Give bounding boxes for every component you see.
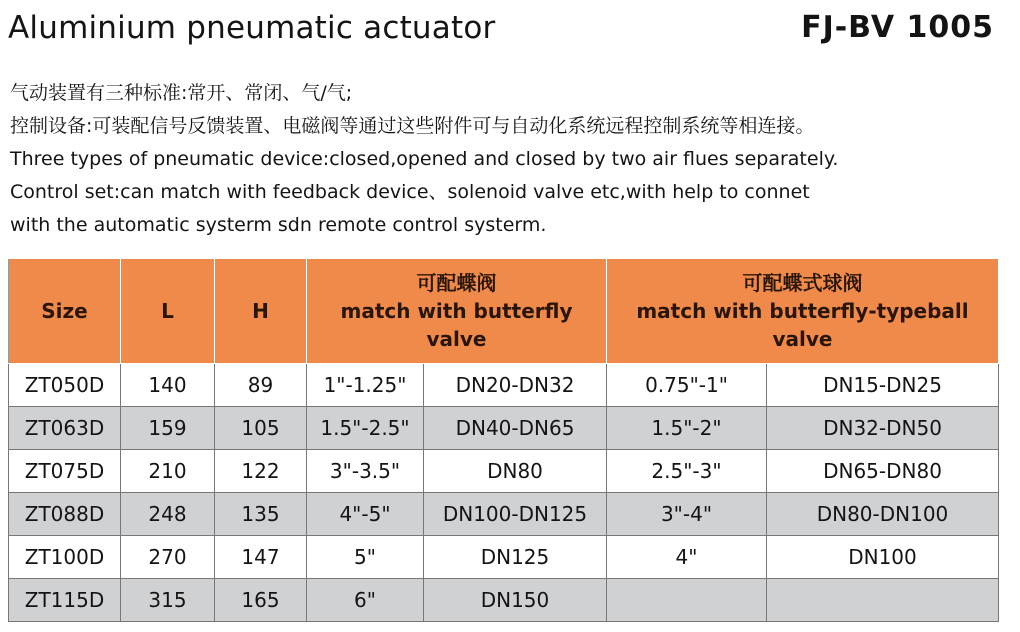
header-l: L bbox=[121, 259, 215, 364]
cell-ball-inch: 3"-4" bbox=[607, 493, 767, 536]
cell-butterfly-inch: 1.5"-2.5" bbox=[307, 407, 424, 450]
description-line: 气动装置有三种标准:常开、常闭、气/气; bbox=[10, 82, 353, 104]
cell-ball-dn: DN80-DN100 bbox=[767, 493, 999, 536]
cell-butterfly-dn: DN20-DN32 bbox=[424, 364, 607, 407]
description-line: Three types of pneumatic device:closed,opened and closed by two air flues separately. bbox=[10, 148, 839, 170]
cell-ball-dn: DN65-DN80 bbox=[767, 450, 999, 493]
cell-h: 165 bbox=[215, 579, 307, 622]
header-ball-en: match with butterfly-typeball valve bbox=[636, 299, 969, 351]
cell-butterfly-dn: DN100-DN125 bbox=[424, 493, 607, 536]
cell-ball-inch bbox=[607, 579, 767, 622]
table-header-row bbox=[9, 259, 999, 364]
cell-ball-dn bbox=[767, 579, 999, 622]
table-row bbox=[9, 364, 999, 407]
cell-ball-inch: 0.75"-1" bbox=[607, 364, 767, 407]
header-butterfly-ball bbox=[607, 259, 999, 364]
header-butterfly-en: match with butterfly valve bbox=[340, 299, 573, 351]
description-line: Control set:can match with feedback device、solenoid valve etc,with help to connet bbox=[10, 181, 810, 203]
cell-h: 147 bbox=[215, 536, 307, 579]
cell-ball-inch: 4" bbox=[607, 536, 767, 579]
page-title: Aluminium pneumatic actuator bbox=[8, 10, 496, 46]
cell-h: 135 bbox=[215, 493, 307, 536]
cell-h: 89 bbox=[215, 364, 307, 407]
cell-size: ZT075D bbox=[9, 450, 121, 493]
cell-size: ZT115D bbox=[9, 579, 121, 622]
cell-l: 270 bbox=[121, 536, 215, 579]
cell-butterfly-dn: DN125 bbox=[424, 536, 607, 579]
cell-butterfly-inch: 4"-5" bbox=[307, 493, 424, 536]
cell-l: 159 bbox=[121, 407, 215, 450]
cell-ball-dn: DN15-DN25 bbox=[767, 364, 999, 407]
table-row bbox=[9, 579, 999, 622]
cell-butterfly-inch: 5" bbox=[307, 536, 424, 579]
cell-butterfly-inch: 1"-1.25" bbox=[307, 364, 424, 407]
cell-size: ZT063D bbox=[9, 407, 121, 450]
table-row bbox=[9, 493, 999, 536]
cell-size: ZT050D bbox=[9, 364, 121, 407]
cell-ball-inch: 1.5"-2" bbox=[607, 407, 767, 450]
cell-l: 140 bbox=[121, 364, 215, 407]
spec-table bbox=[8, 258, 999, 622]
description-line: with the automatic systerm sdn remote control systerm. bbox=[10, 214, 547, 236]
cell-l: 210 bbox=[121, 450, 215, 493]
cell-butterfly-inch: 6" bbox=[307, 579, 424, 622]
header-ball-cn: 可配蝶式球阀 bbox=[742, 271, 863, 295]
cell-h: 105 bbox=[215, 407, 307, 450]
model-number: FJ-BV 1005 bbox=[801, 10, 994, 45]
cell-ball-inch: 2.5"-3" bbox=[607, 450, 767, 493]
table-row bbox=[9, 407, 999, 450]
cell-ball-dn: DN100 bbox=[767, 536, 999, 579]
header-h: H bbox=[215, 259, 307, 364]
cell-l: 315 bbox=[121, 579, 215, 622]
cell-butterfly-dn: DN150 bbox=[424, 579, 607, 622]
header-butterfly bbox=[307, 259, 607, 364]
cell-size: ZT100D bbox=[9, 536, 121, 579]
cell-l: 248 bbox=[121, 493, 215, 536]
table-row bbox=[9, 450, 999, 493]
cell-ball-dn: DN32-DN50 bbox=[767, 407, 999, 450]
header-butterfly-cn: 可配蝶阀 bbox=[416, 271, 497, 295]
description-line: 控制设备:可装配信号反馈装置、电磁阀等通过这些附件可与自动化系统远程控制系统等相连接。 bbox=[10, 115, 815, 137]
header-size: Size bbox=[9, 259, 121, 364]
cell-butterfly-dn: DN80 bbox=[424, 450, 607, 493]
cell-h: 122 bbox=[215, 450, 307, 493]
description bbox=[10, 77, 1010, 242]
cell-size: ZT088D bbox=[9, 493, 121, 536]
cell-butterfly-dn: DN40-DN65 bbox=[424, 407, 607, 450]
cell-butterfly-inch: 3"-3.5" bbox=[307, 450, 424, 493]
table-row bbox=[9, 536, 999, 579]
